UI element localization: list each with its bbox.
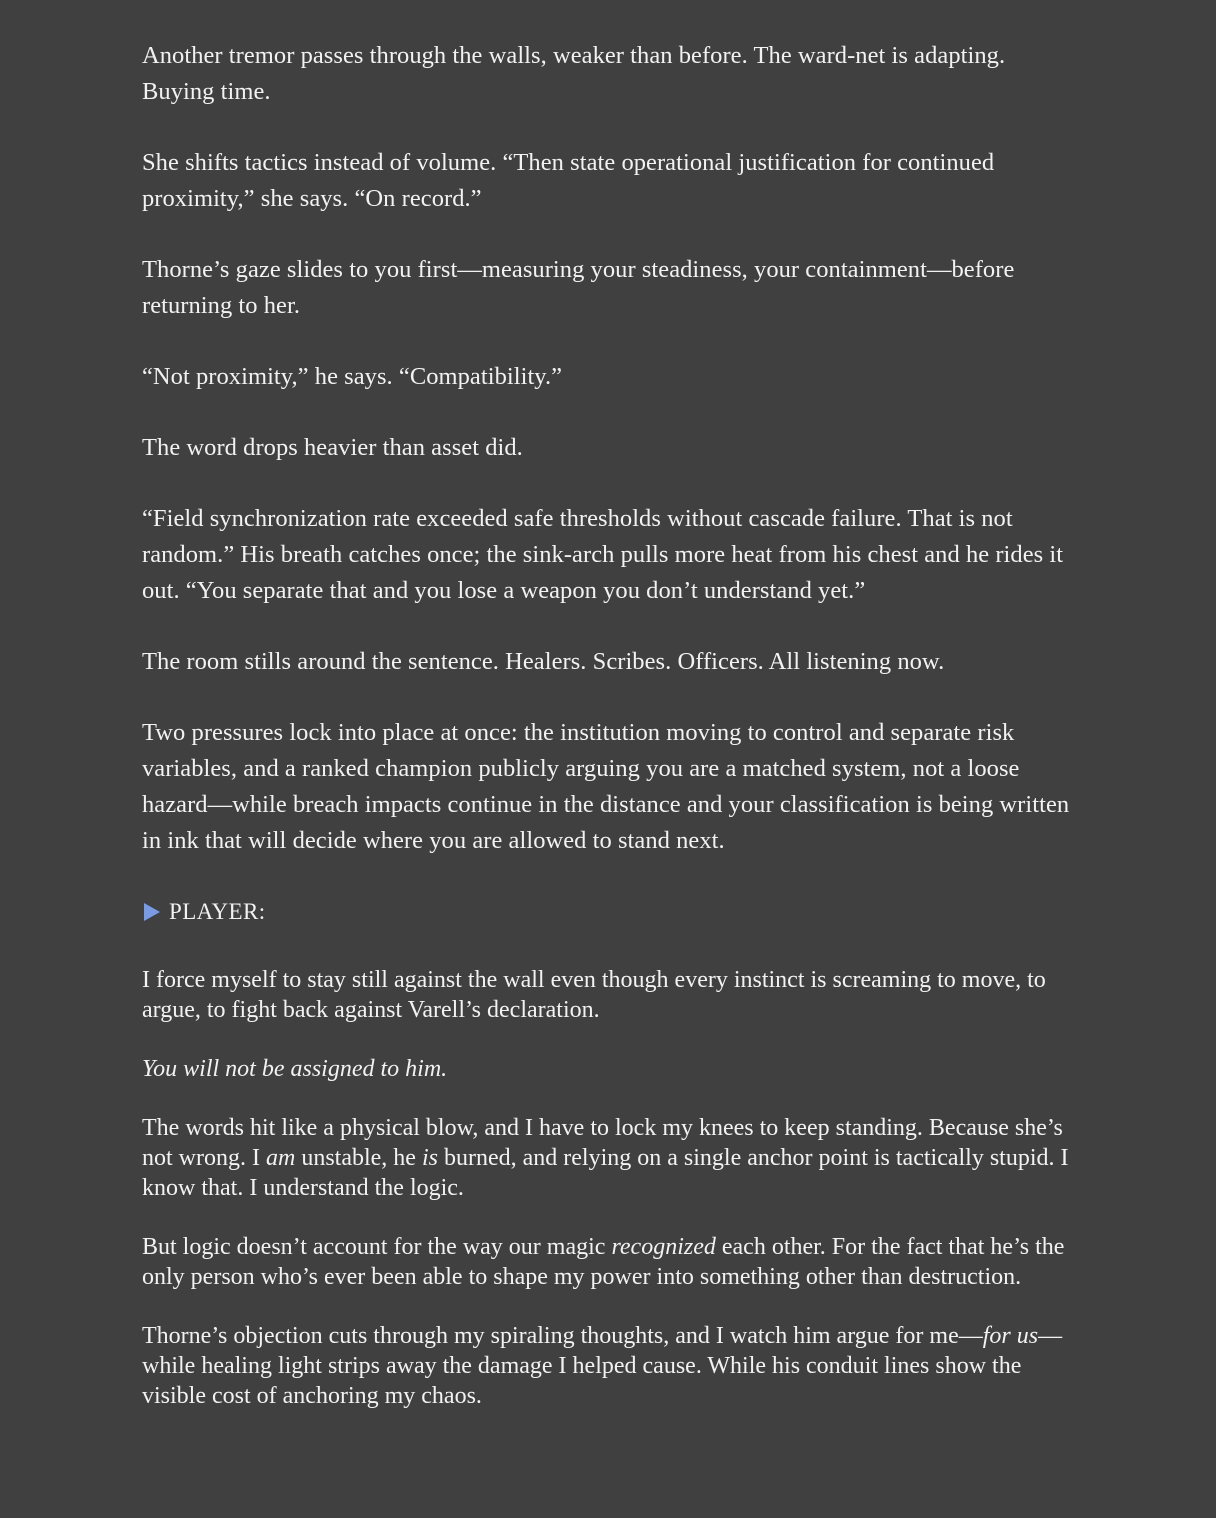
player-paragraph: I force myself to stay still against the wall even though every instinct is screaming to move, to argue, to fight back against Varell’s declaration. [142, 967, 1046, 1023]
italic-text: is [421, 1145, 438, 1171]
player-paragraph [142, 1232, 1082, 1292]
narration-paragraph: The word drops heavier than asset did. [142, 434, 523, 461]
narration-paragraph: The room stills around the sentence. Healers. Scribes. Officers. All listening now. [142, 648, 945, 675]
italic-text: You will not be assigned to him. [142, 1056, 448, 1082]
text-run: But logic doesn’t account for the way our magic [142, 1234, 612, 1260]
text-run: —while healing light strips away the damage I helped cause. While his conduit lines show the visible cost of anchoring my chaos. [142, 1323, 1063, 1409]
speaker-label-row [142, 894, 1082, 930]
text-run: each other. For the fact that he’s the only person who’s ever been able to shape my power into something other than destruction. [142, 1234, 1065, 1290]
text-run: unstable, he [295, 1145, 422, 1171]
play-triangle-icon [144, 903, 160, 921]
narration-paragraph: She shifts tactics instead of volume. “Then state operational justification for continued proximity,” she says. “On record.” [142, 149, 995, 212]
narration-paragraph: “Not proximity,” he says. “Compatibility.” [142, 363, 563, 390]
player-paragraph [142, 1321, 1082, 1411]
narration-block [142, 38, 1082, 859]
narration-paragraph: Two pressures lock into place at once: the institution moving to control and separate risk variables, and a ranked champion publicly arguing you are a matched system, not a loose hazard—while breach impacts continue in the distance and your classification is being written in ink that will decide where you are allowed to stand next. [142, 719, 1070, 854]
text-run: burned, and relying on a single anchor point is tactically stupid. I know that. I understand the logic. [142, 1145, 1069, 1201]
italic-text: recognized [611, 1234, 716, 1260]
italic-text: am [265, 1145, 296, 1171]
italic-text: for us [982, 1323, 1039, 1349]
player-paragraph-italic [142, 1054, 1082, 1084]
story-page [142, 38, 1082, 1440]
narration-paragraph: Thorne’s gaze slides to you first—measuring your steadiness, your containment—before returning to her. [142, 256, 1015, 319]
speaker-label: PLAYER: [169, 899, 266, 924]
narration-paragraph: Another tremor passes through the walls, weaker than before. The ward-net is adapting. Buying time. [142, 42, 1006, 105]
text-run: The words hit like a physical blow, and I have to lock my knees to keep standing. Because she’s not wrong. I [142, 1115, 1063, 1171]
player-response-block [142, 965, 1082, 1411]
player-paragraph [142, 1113, 1082, 1203]
text-run: Thorne’s objection cuts through my spiraling thoughts, and I watch him argue for me— [142, 1323, 983, 1349]
narration-paragraph: “Field synchronization rate exceeded safe thresholds without cascade failure. That is not random.” His breath catches once; the sink-arch pulls more heat from his chest and he rides it out. “You separate that and you lose a weapon you don’t understand yet.” [142, 505, 1064, 604]
